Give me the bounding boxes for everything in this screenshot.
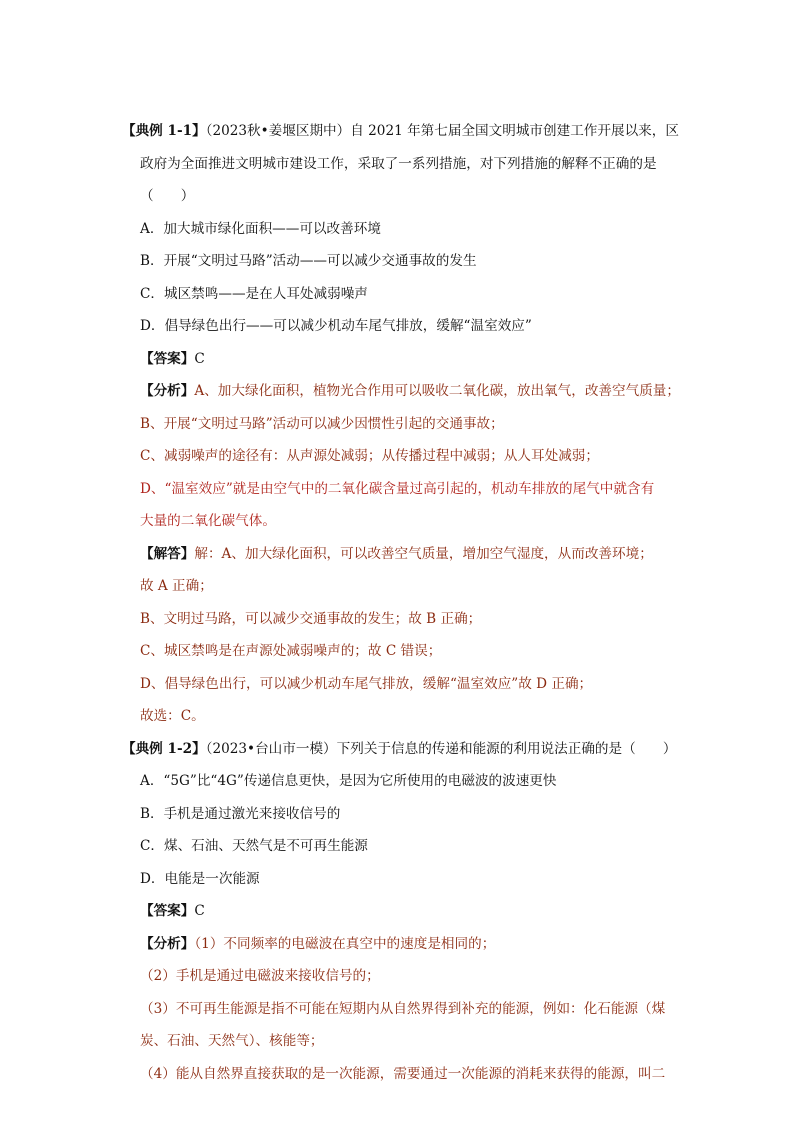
- example-1-2-question-line-1: [122, 739, 682, 759]
- analysis-tag: 【分析】: [140, 935, 195, 952]
- example-1-1-solution-line-2: 故 A 正确；: [140, 578, 213, 594]
- example-1-1-analysis-line-4: D、“温室效应”就是由空气中的二氧化碳含量过高引起的，机动车排放的尾气中就含有: [140, 480, 655, 497]
- example-1-1-solution-line-1: [122, 544, 682, 564]
- example-1-1-question-blank: （ ）: [140, 188, 195, 204]
- analysis-tag: 【分析】: [140, 383, 195, 399]
- example-1-1-analysis-line-5: 大量的二氧化碳气体。: [140, 513, 276, 529]
- document-content: [122, 121, 682, 1096]
- example-1-1-tag: 【典例 1-1】: [122, 123, 206, 139]
- answer-value: C: [194, 350, 205, 367]
- example-1-2-analysis-line-5: （4）能从自然界直接获取的是一次能源，需要通过一次能源的消耗来获得的能源，叫二: [140, 1065, 666, 1082]
- example-1-2-option-b: B．手机是通过激光来接收信号的: [140, 805, 341, 822]
- example-1-2-analysis-line-3: （3）不可再生能源是指不可能在短期内从自然界得到补充的能源，例如：化石能源（煤: [140, 1000, 666, 1017]
- example-1-1-question-text: （2023秋•姜堰区期中）自 2021 年第七届全国文明城市创建工作开展以来，区: [205, 123, 679, 139]
- example-1-2-analysis-line-4: 炭、石油、天然气）、核能等；: [140, 1033, 324, 1049]
- solution-text: 解：A、加大绿化面积，可以改善空气质量，增加空气湿度，从而改善环境；: [194, 545, 653, 562]
- example-1-1-question-line-2: 政府为全面推进文明城市建设工作，采取了一系列措施，对下列措施的解释不正确的是: [140, 155, 657, 172]
- example-1-1-question-line-1: [122, 121, 682, 141]
- analysis-text: A、加大绿化面积，植物光合作用可以吸收二氧化碳，放出氧气，改善空气质量；: [194, 383, 680, 399]
- example-1-1-option-a: A．加大城市绿化面积——可以改善环境: [140, 220, 381, 237]
- example-1-2-answer: [122, 901, 682, 921]
- example-1-2-analysis-line-2: （2）手机是通过电磁波来接收信号的；: [140, 968, 380, 984]
- example-1-2-option-a: A．“5G”比“4G”传递信息更快，是因为它所使用的电磁波的波速更快: [140, 773, 557, 789]
- example-1-1-solution-line-6: 故选：C。: [140, 708, 205, 724]
- answer-value: C: [194, 903, 205, 919]
- example-1-2-tag: 【典例 1-2】: [122, 740, 206, 757]
- answer-tag: 【答案】: [140, 350, 195, 367]
- example-1-1-analysis-line-3: C、减弱噪声的途径有：从声源处减弱；从传播过程中减弱；从人耳处减弱；: [140, 448, 599, 464]
- example-1-2-question-text: （2023•台山市一模）下列关于信息的传递和能源的利用说法正确的是（ ）: [205, 740, 677, 757]
- example-1-1-solution-line-5: D、倡导绿色出行，可以减少机动车尾气排放，缓解“温室效应”故 D 正确；: [140, 675, 593, 692]
- example-1-1-solution-line-4: C、城区禁鸣是在声源处减弱噪声的；故 C 错误；: [140, 643, 442, 659]
- example-1-2-option-c: C．煤、石油、天然气是不可再生能源: [140, 838, 368, 854]
- example-1-1-solution-line-3: B、文明过马路，可以减少交通事故的发生；故 B 正确；: [140, 610, 482, 627]
- example-1-1-option-c: C．城区禁鸣——是在人耳处减弱噪声: [140, 285, 368, 302]
- example-1-1-analysis-line-2: B、开展“文明过马路”活动可以减少因惯性引起的交通事故；: [140, 415, 504, 432]
- example-1-2-option-d: D．电能是一次能源: [140, 870, 260, 887]
- example-1-2-analysis-line-1: [122, 934, 682, 954]
- example-1-1-analysis-line-1: [122, 381, 682, 401]
- solution-tag: 【解答】: [140, 545, 195, 562]
- example-1-1-option-b: B．开展“文明过马路”活动——可以减少交通事故的发生: [140, 253, 477, 269]
- example-1-1-option-d: D．倡导绿色出行——可以减少机动车尾气排放，缓解“温室效应”: [140, 318, 532, 334]
- example-1-1-answer: [122, 349, 682, 369]
- analysis-text: （1）不同频率的电磁波在真空中的速度是相同的；: [194, 935, 496, 952]
- answer-tag: 【答案】: [140, 903, 195, 919]
